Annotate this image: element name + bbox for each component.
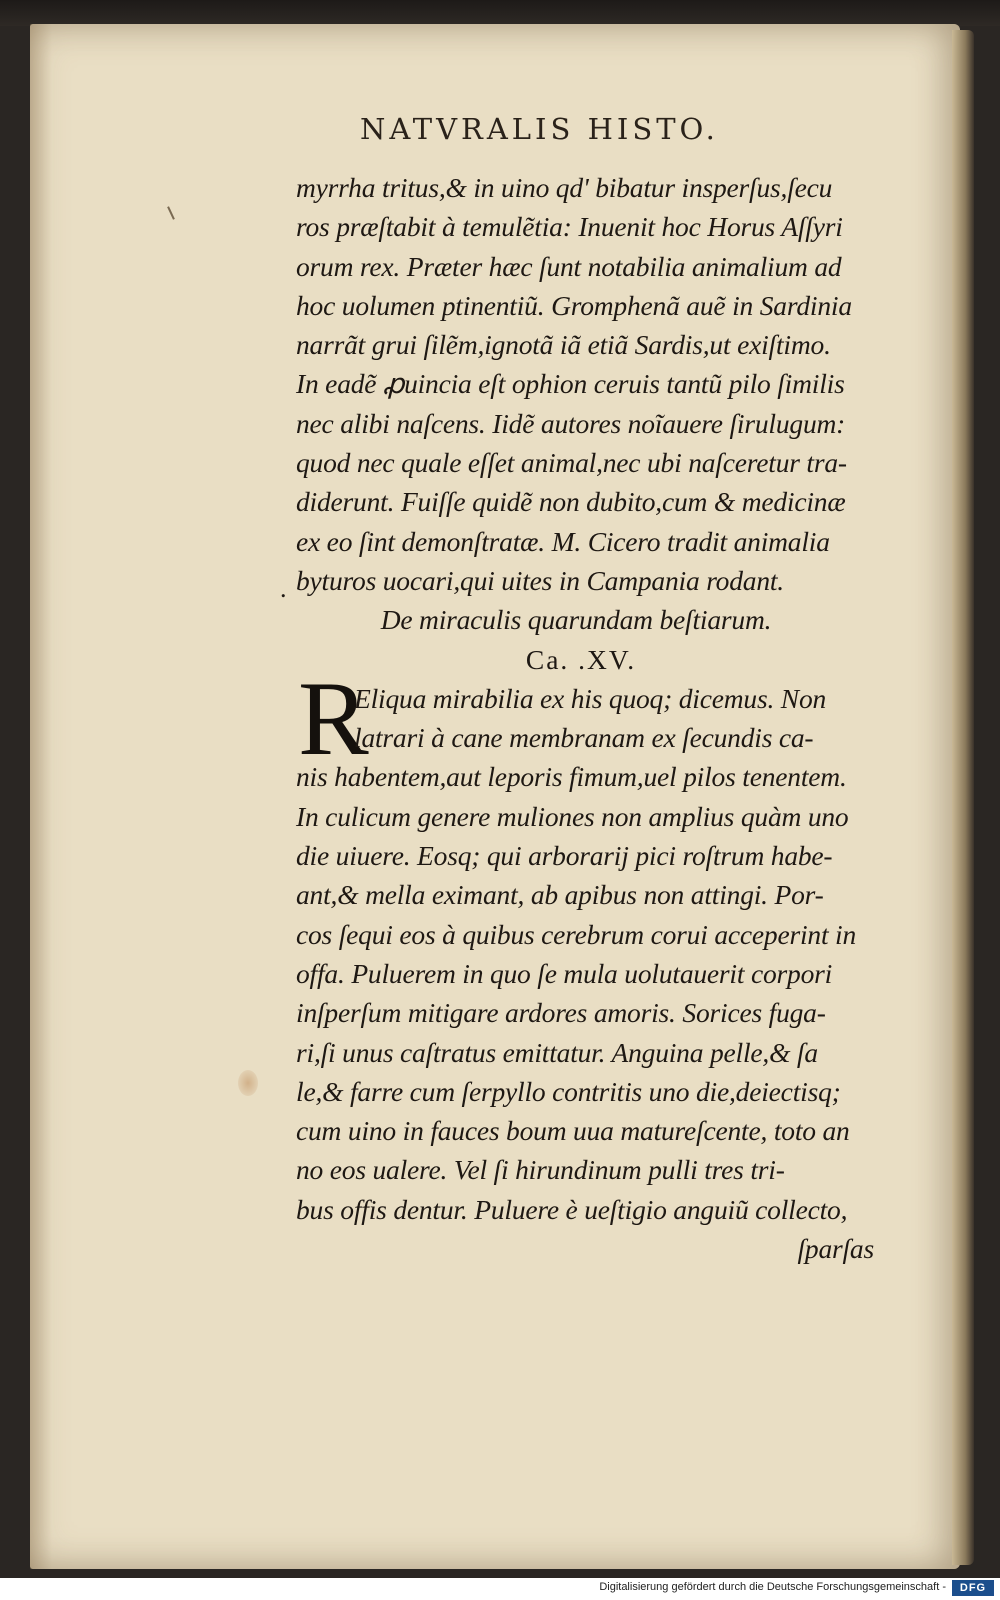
- text-line: cum uino in fauces boum uua matureſcente, toto an: [296, 1115, 850, 1147]
- footer-bar: [0, 1578, 1000, 1600]
- text-line: latrari à cane membranam ex ſecundis ca-: [354, 722, 814, 754]
- text-line: In eadẽ ꝓuincia eſt ophion ceruis tantũ pilo ſimilis: [296, 368, 845, 400]
- text-line: bus offis dentur. Puluere è ueſtigio anguiũ collecto,: [296, 1193, 848, 1225]
- text-line: hoc uolumen ptinentiũ. Gromphenã auẽ in Sardinia: [296, 289, 852, 321]
- text-line: narrãt grui ſilẽm,ignotã iã etiã Sardis,ut exiſtimo.: [296, 329, 831, 361]
- text-line: nis habentem,aut leporis fimum,uel pilos tenentem.: [296, 761, 847, 793]
- text-line: inſperſum mitigare ardores amoris. Sorices fuga-: [296, 997, 826, 1029]
- page-gutter-shadow: [30, 24, 52, 1569]
- chapter-number: Ca. .XV.: [525, 643, 637, 675]
- page-edge: [952, 30, 974, 1565]
- running-head: NATVRALIS HISTO.: [360, 112, 719, 146]
- scan-background-top: [0, 0, 1000, 26]
- footer-credit: Digitalisierung gefördert durch die Deutsche Forschungsgemeinschaft -: [599, 1581, 946, 1593]
- text-line: die uiuere. Eosq; qui arborarij pici roſtrum habe-: [296, 840, 833, 872]
- text-line: quod nec quale eſſet animal,nec ubi naſceretur tra-: [296, 447, 847, 479]
- drop-cap: R: [298, 660, 369, 777]
- text-line: cos ſequi eos à quibus cerebrum corui acceperint in: [296, 918, 857, 950]
- text-line: nec alibi naſcens. Iidẽ autores noĩauere ſirulugum:: [296, 407, 846, 439]
- text-line: diderunt. Fuiſſe quidẽ non dubito,cum & medicinæ: [296, 486, 846, 518]
- text-line: myrrha tritus,& in uino qd' bibatur insperſus,ſecu: [296, 172, 833, 203]
- text-line: In culicum genere muliones non amplius quàm uno: [296, 800, 849, 832]
- text-line: ant,& mella eximant, ab apibus non attingi. Por-: [296, 879, 824, 911]
- text-line: ri,ſi unus caſtratus emittatur. Anguina pelle,& ſa: [296, 1036, 818, 1068]
- paper-stain: [238, 1070, 258, 1096]
- text-line: ex eo ſint demonſtratæ. M. Cicero tradit animalia: [296, 525, 830, 557]
- text-line: orum rex. Præter hæc ſunt notabilia animalium ad: [296, 250, 842, 282]
- body-text: [296, 168, 896, 1268]
- text-line: ros præſtabit à temulẽtia: Inuenit hoc Horus Aſſyri: [296, 211, 843, 243]
- chapter-title: De miraculis quarundam beſtiarum.: [380, 604, 772, 636]
- text-line: offa. Puluerem in quo ſe mula uolutauerit corpori: [296, 957, 833, 989]
- dfg-logo: DFG: [952, 1580, 994, 1596]
- text-line: Eliqua mirabilia ex his quoq; dicemus. Non: [354, 682, 827, 714]
- text-line: byturos uocari,qui uites in Campania rodant.: [296, 564, 784, 596]
- text-line: le,& farre cum ſerpyllo contritis uno die,deiectisq;: [296, 1075, 841, 1107]
- text-line: no eos ualere. Vel ſi hirundinum pulli tres tri-: [296, 1154, 785, 1186]
- catchword: ſparſas: [797, 1233, 874, 1265]
- margin-mark: .: [280, 574, 287, 603]
